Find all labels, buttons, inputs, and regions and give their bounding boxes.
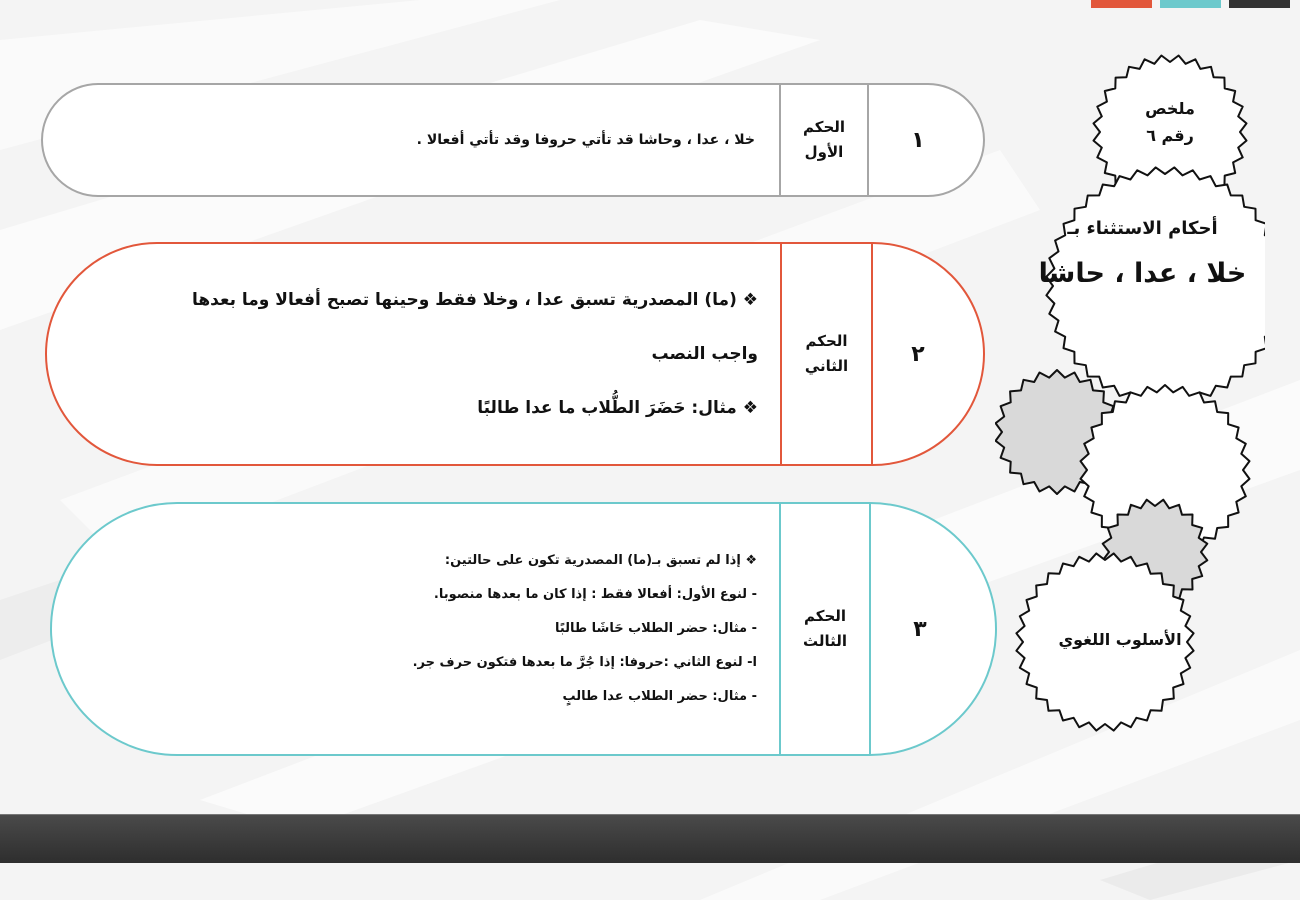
rule-content xyxy=(97,244,758,464)
rule-text-line: واجب النصب xyxy=(651,344,758,364)
rule-label-line2: الثالث xyxy=(802,632,848,650)
top-tab-orange xyxy=(1091,0,1152,8)
rule-text-line: ا- لنوع الثاني :حروفا: إذا جُرَّ ما بعدها فتكون حرف جر. xyxy=(412,655,757,670)
rule-label-line1: الحكم xyxy=(805,332,848,351)
rule-label xyxy=(779,85,869,195)
rule-number: ١ xyxy=(911,127,925,153)
topic-line1: أحكام الاستثناء بـ xyxy=(1067,218,1218,239)
rule-text-line: - مثال: حضر الطلاب عدا طالبٍ xyxy=(562,689,757,704)
rule-label-line1: الحكم xyxy=(802,118,846,137)
top-tab-dark xyxy=(1229,0,1290,8)
rule-3-card xyxy=(50,502,997,756)
rule-content xyxy=(112,504,757,754)
rule-label-line1: الحكم xyxy=(803,607,847,626)
footer-bar xyxy=(0,814,1300,863)
rule-text-line: - لنوع الأول: أفعالا فقط : إذا كان ما بعدها منصوبا. xyxy=(433,587,757,602)
rule-1-card xyxy=(41,83,985,197)
rule-text-line: خلا ، عدا ، وحاشا قد تأتي حروفا وقد تأتي أفعالا . xyxy=(416,132,755,148)
rule-number: ٣ xyxy=(913,616,927,642)
rule-label-line2: الأول xyxy=(804,143,844,161)
summary-line1: ملخص xyxy=(1145,99,1195,118)
rule-content xyxy=(83,85,755,195)
rule-label-line2: الثاني xyxy=(804,357,849,375)
style-label: الأسلوب اللغوي xyxy=(1058,630,1182,649)
rule-text-line: - مثال: حضر الطلاب حَاشَا طالبًا xyxy=(554,621,757,636)
topic-line2: خلا ، عدا ، حاشا xyxy=(1038,258,1247,289)
rule-label xyxy=(780,244,873,464)
top-tab-teal xyxy=(1160,0,1221,8)
rule-text-line: ❖ مثال: حَضَرَ الطُّلاب ما عدا طالبًا xyxy=(477,398,758,418)
rule-label xyxy=(779,504,871,754)
rule-text-line: ❖ إذا لم تسبق بـ(ما) المصدرية تكون على حالتين: xyxy=(444,553,757,568)
rule-number: ٢ xyxy=(911,341,925,367)
rule-2-card xyxy=(45,242,985,466)
summary-line2: رقم ٦ xyxy=(1146,126,1194,146)
rule-text-line: ❖ (ما) المصدرية تسبق عدا ، وخلا فقط وحينها تصبح أفعالا وما بعدها xyxy=(192,290,758,310)
summary-label xyxy=(1105,95,1235,149)
